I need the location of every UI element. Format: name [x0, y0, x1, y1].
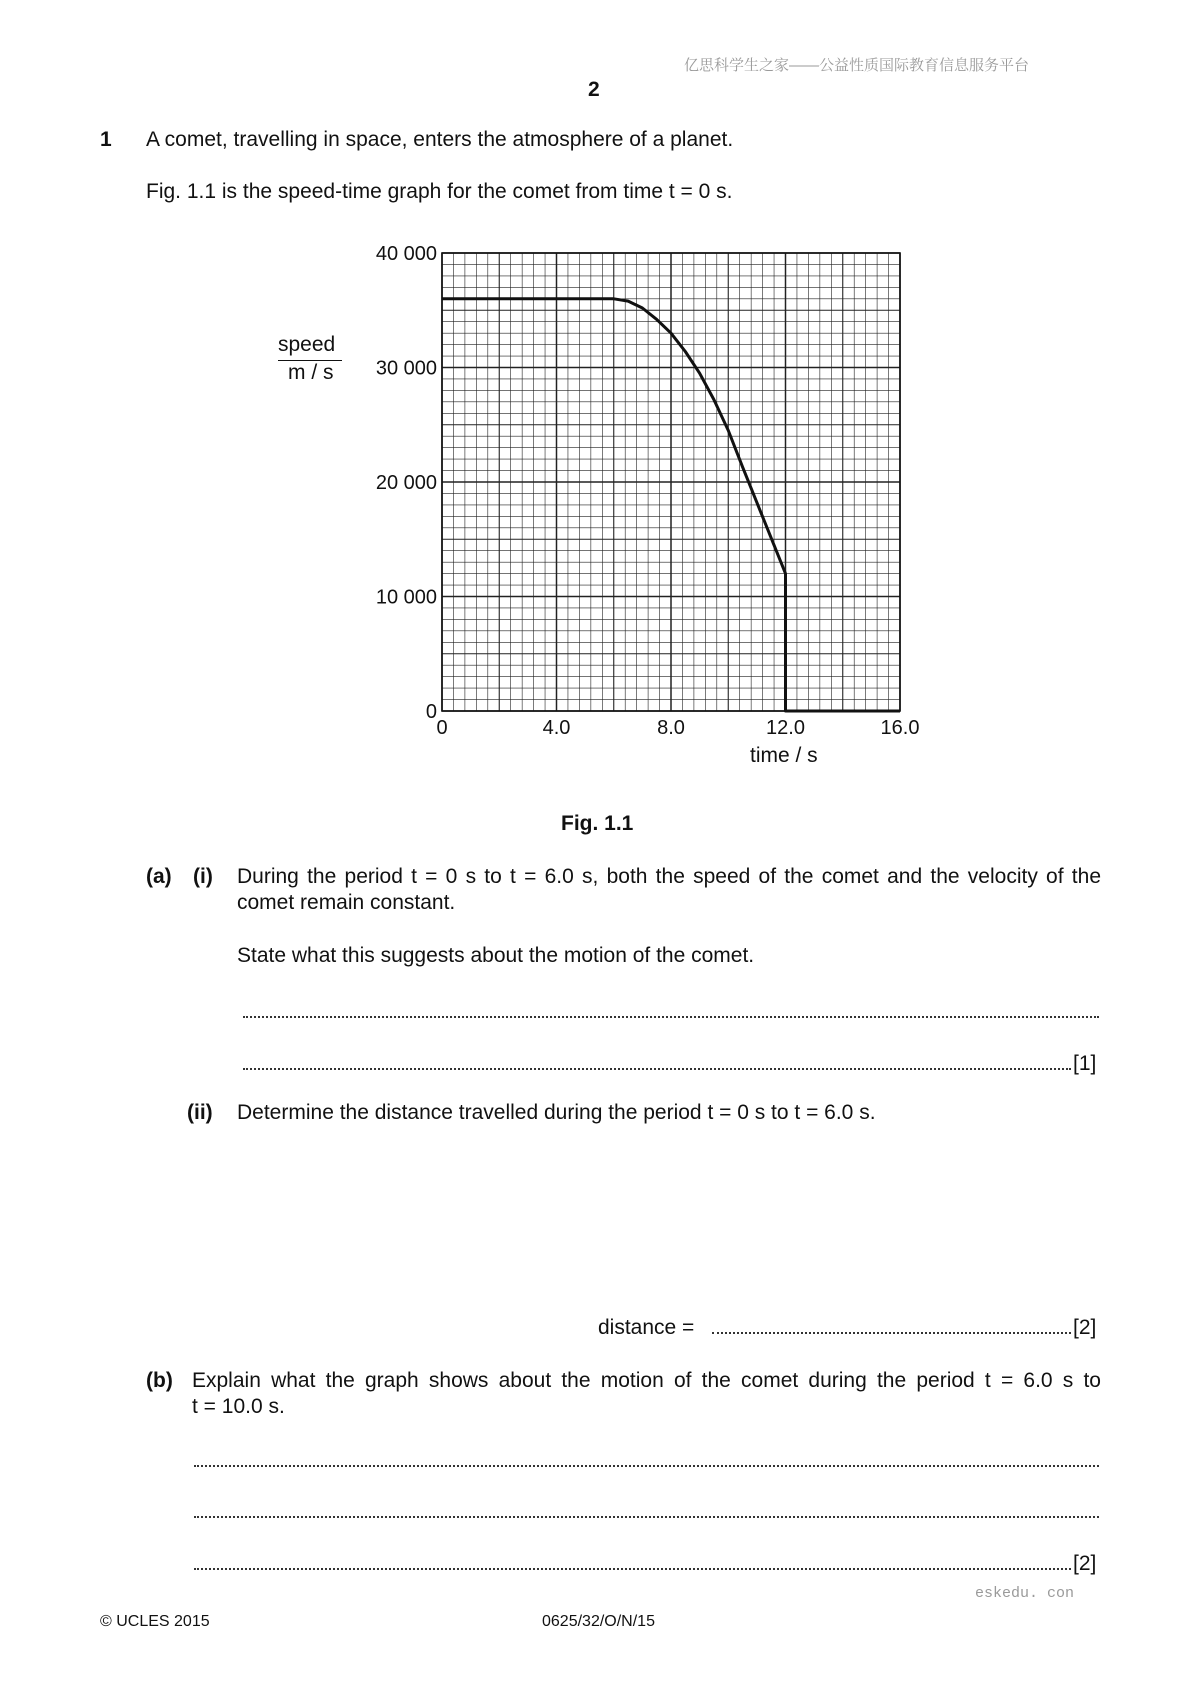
x-tick-label: 16.0 — [880, 717, 920, 739]
figure-intro: Fig. 1.1 is the speed-time graph for the comet from time t = 0 s. — [146, 180, 733, 203]
distance-label: distance = — [598, 1316, 695, 1339]
part-b-label: (b) — [146, 1369, 173, 1392]
question-intro: A comet, travelling in space, enters the atmosphere of a planet. — [146, 128, 734, 151]
x-tick-label: 0 — [436, 717, 448, 739]
answer-line[interactable] — [194, 1516, 1099, 1518]
speed-time-graph — [0, 0, 1191, 820]
y-tick-label: 40 000 — [375, 243, 437, 265]
y-tick-label: 0 — [425, 701, 437, 723]
answer-line[interactable] — [243, 1016, 1099, 1018]
part-a-label: (a) — [146, 865, 172, 888]
answer-line[interactable] — [194, 1465, 1099, 1467]
part-a-i-text-line2: comet remain constant. — [237, 891, 456, 914]
part-a-ii-text: Determine the distance travelled during the period t = 0 s to t = 6.0 s. — [237, 1101, 876, 1124]
part-a-ii-label: (ii) — [187, 1101, 213, 1124]
watermark-bottom: eskedu. con — [975, 1585, 1075, 1602]
marks-a-i: [1] — [1073, 1052, 1097, 1075]
part-b-text-line2: t = 10.0 s. — [192, 1395, 285, 1418]
x-axis-label: time / s — [750, 744, 818, 767]
part-a-i-instruction: State what this suggests about the motion of the comet. — [237, 944, 755, 967]
y-tick-label: 10 000 — [375, 586, 437, 609]
x-tick-label: 12.0 — [766, 717, 805, 739]
x-tick-label: 4.0 — [542, 717, 571, 739]
question-number: 1 — [100, 128, 112, 151]
copyright: © UCLES 2015 — [100, 1613, 210, 1630]
x-tick-label: 8.0 — [657, 717, 685, 739]
answer-line[interactable] — [243, 1068, 1071, 1070]
figure-caption: Fig. 1.1 — [561, 812, 634, 835]
distance-answer-line[interactable] — [712, 1332, 1071, 1334]
marks-a-ii: [2] — [1073, 1316, 1097, 1339]
part-b-text-line1: Explain what the graph shows about the motion of the comet during the period t = 6.0 s to — [192, 1369, 1101, 1392]
y-axis-label-top: speed — [278, 333, 336, 356]
y-tick-label: 20 000 — [375, 472, 437, 494]
answer-line[interactable] — [194, 1568, 1071, 1570]
y-tick-label: 30 000 — [375, 357, 437, 380]
part-a-i-label: (i) — [193, 865, 213, 888]
watermark-top: 亿思科学生之家——公益性质国际教育信息服务平台 — [684, 57, 1030, 74]
y-axis-label-bottom: m / s — [288, 361, 334, 384]
paper-code: 0625/32/O/N/15 — [542, 1613, 655, 1630]
part-a-i-text-line1: During the period t = 0 s to t = 6.0 s, both the speed of the comet and the velocity of the — [237, 865, 1101, 888]
marks-b: [2] — [1073, 1552, 1097, 1575]
page-number: 2 — [588, 78, 600, 101]
